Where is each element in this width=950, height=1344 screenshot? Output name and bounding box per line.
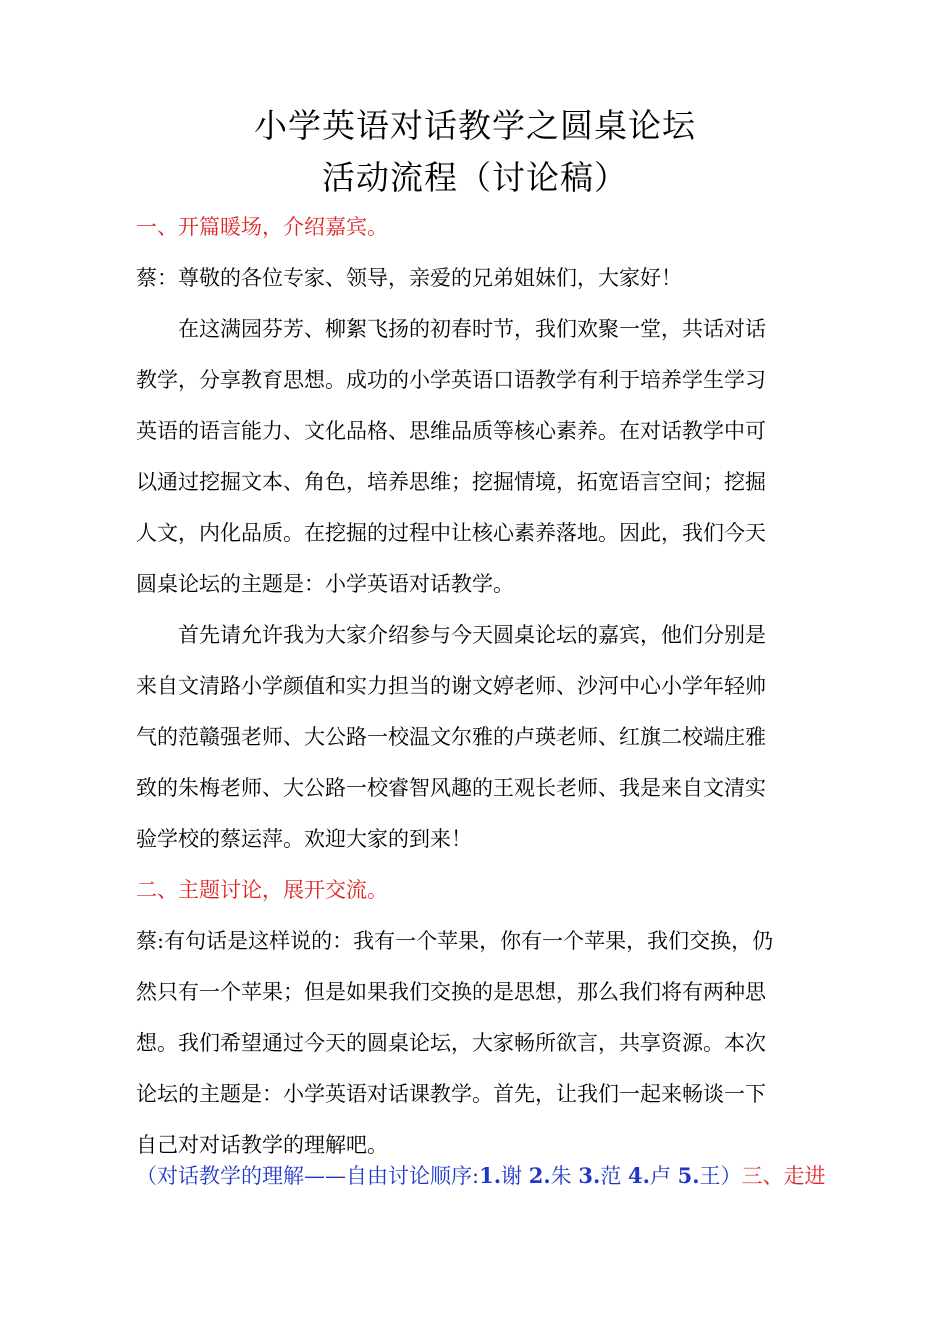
order-name-5: 王） xyxy=(699,1164,742,1188)
discussion-line-4: 论坛的主题是：小学英语对话课教学。首先，让我们一起来畅谈一下 xyxy=(136,1082,766,1106)
section-heading-1: 一、开篇暖场，介绍嘉宾。 xyxy=(136,215,388,239)
intro-line-2: 教学，分享教育思想。成功的小学英语口语教学有利于培养学生学习 xyxy=(136,368,766,392)
guests-line-2: 来自文清路小学颜值和实力担当的谢文婷老师、沙河中心小学年轻帅 xyxy=(136,674,766,698)
document-title-line-2: 活动流程（讨论稿） xyxy=(322,158,628,197)
discussion-line-3: 想。我们希望通过今天的圆桌论坛，大家畅所欲言，共享资源。本次 xyxy=(136,1031,766,1055)
intro-line-5: 人文，内化品质。在挖掘的过程中让核心素养落地。因此，我们今天 xyxy=(136,521,766,545)
guests-line-1: 首先请允许我为大家介绍参与今天圆桌论坛的嘉宾，他们分别是 xyxy=(178,623,766,647)
order-number-2: 2. xyxy=(528,1163,551,1188)
order-name-4: 卢 xyxy=(649,1164,678,1188)
intro-line-1: 在这满园芬芳、柳絮飞扬的初春时节，我们欢聚一堂，共话对话 xyxy=(178,317,766,341)
order-name-3: 范 xyxy=(600,1164,628,1188)
discussion-line-2: 然只有一个苹果；但是如果我们交换的是思想，那么我们将有两种思 xyxy=(136,980,766,1004)
order-number-5: 5. xyxy=(677,1163,700,1188)
guests-line-4: 致的朱梅老师、大公路一校睿智风趣的王观长老师、我是来自文清实 xyxy=(136,776,766,800)
intro-line-4: 以通过挖掘文本、角色，培养思维；挖掘情境，拓宽语言空间；挖掘 xyxy=(136,470,766,494)
greeting-paragraph: 蔡：尊敬的各位专家、领导，亲爱的兄弟姐妹们，大家好！ xyxy=(136,266,682,290)
order-number-1: 1. xyxy=(479,1163,502,1188)
discussion-order-note xyxy=(136,1150,826,1202)
guests-line-5: 验学校的蔡运萍。欢迎大家的到来！ xyxy=(136,827,472,851)
order-name-2: 朱 xyxy=(550,1164,579,1188)
order-note-open: （对话教学的理解——自由讨论顺序: xyxy=(136,1164,480,1188)
discussion-line-5: 自己对对话教学的理解吧。 xyxy=(136,1133,388,1157)
intro-line-6: 圆桌论坛的主题是：小学英语对话教学。 xyxy=(136,572,514,596)
document-title-line-1: 小学英语对话教学之圆桌论坛 xyxy=(254,106,696,145)
section-heading-3-partial: 三、走进 xyxy=(741,1164,826,1188)
intro-line-3: 英语的语言能力、文化品格、思维品质等核心素养。在对话教学中可 xyxy=(136,419,766,443)
order-name-1: 谢 xyxy=(501,1164,529,1188)
guests-line-3: 气的范赣强老师、大公路一校温文尔雅的卢瑛老师、红旗二校端庄雅 xyxy=(136,725,766,749)
section-heading-2: 二、主题讨论，展开交流。 xyxy=(136,878,388,902)
discussion-line-1: 蔡:有句话是这样说的：我有一个苹果，你有一个苹果，我们交换，仍 xyxy=(136,929,774,953)
order-number-4: 4. xyxy=(627,1163,650,1188)
document-body xyxy=(136,202,816,1171)
order-number-3: 3. xyxy=(578,1163,601,1188)
